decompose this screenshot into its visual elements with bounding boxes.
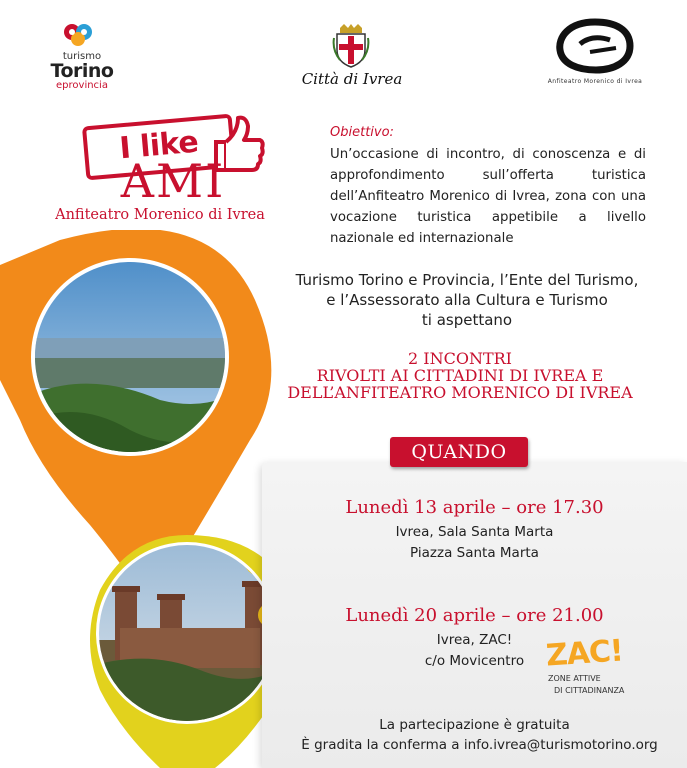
torino-logo-line2: Torino [50,60,114,82]
ivrea-logo [292,24,412,88]
event-2-address: c/o Movicentro [424,653,525,669]
incontri-line2: RIVOLTI AI CITTADINI DI IVREA E [316,366,604,385]
incontri-line1: 2 INCONTRI [408,349,512,368]
moraine-ring-icon [556,18,634,74]
event-2-venue: Ivrea, ZAC! [436,632,513,648]
ivrea-logo-text: Città di Ivrea [301,70,403,88]
objective-body: Un’occasione di incontro, di conoscenza e di approfondimento sull’offerta turistica dell’Anfiteatro Morenico di Ivrea, zona con una vocazione turistica appetibile a livello nazionale ed internazionale [330,147,646,246]
coat-of-arms-icon [332,24,370,68]
ami-subtitle: Anfiteatro Morenico di Ivrea [55,207,265,223]
event-2-title: Lunedì 20 aprile – ore 21.00 [345,605,604,626]
quando-label-box [390,437,528,467]
zac-logo-line2: DI CITTADINANZA [554,686,625,695]
anfiteatro-logo-text: Anfiteatro Morenico di Ivrea [547,78,643,85]
zac-logo-line1: ZONE ATTIVE [548,674,601,683]
zac-logo [542,633,632,704]
invitation-line2: e l’Assessorato alla Cultura e Turismo [326,291,608,309]
heart-pin-icon [62,22,94,54]
incontri-heading [250,350,670,401]
torino-logo [42,22,122,92]
invitation-line1: Turismo Torino e Provincia, l’Ente del Turismo, [295,271,639,289]
zac-logo-word: ZAC! [544,633,624,674]
event-1-address: Piazza Santa Marta [410,545,539,561]
event-1-venue: Ivrea, Sala Santa Marta [395,524,554,540]
event-1-title: Lunedì 13 aprile – ore 17.30 [345,497,604,518]
torino-logo-line3: eprovincia [56,80,108,91]
invitation-text [262,270,672,330]
anfiteatro-logo [540,18,650,92]
ilike-text: I like [118,124,200,167]
ami-title: AMI [120,154,226,208]
footer-free-entry: La partecipazione è gratuita [379,717,570,733]
invitation-line3: ti aspettano [421,311,513,329]
torino-logo-line1: turismo [62,51,102,62]
footer-confirm-email: È gradita la conferma a info.ivrea@turismotorino.org [301,737,658,753]
incontri-line3: DELL’ANFITEATRO MORENICO DI IVREA [287,383,633,402]
quando-label: QUANDO [411,441,507,463]
objective-title: Obiettivo: [330,125,394,140]
